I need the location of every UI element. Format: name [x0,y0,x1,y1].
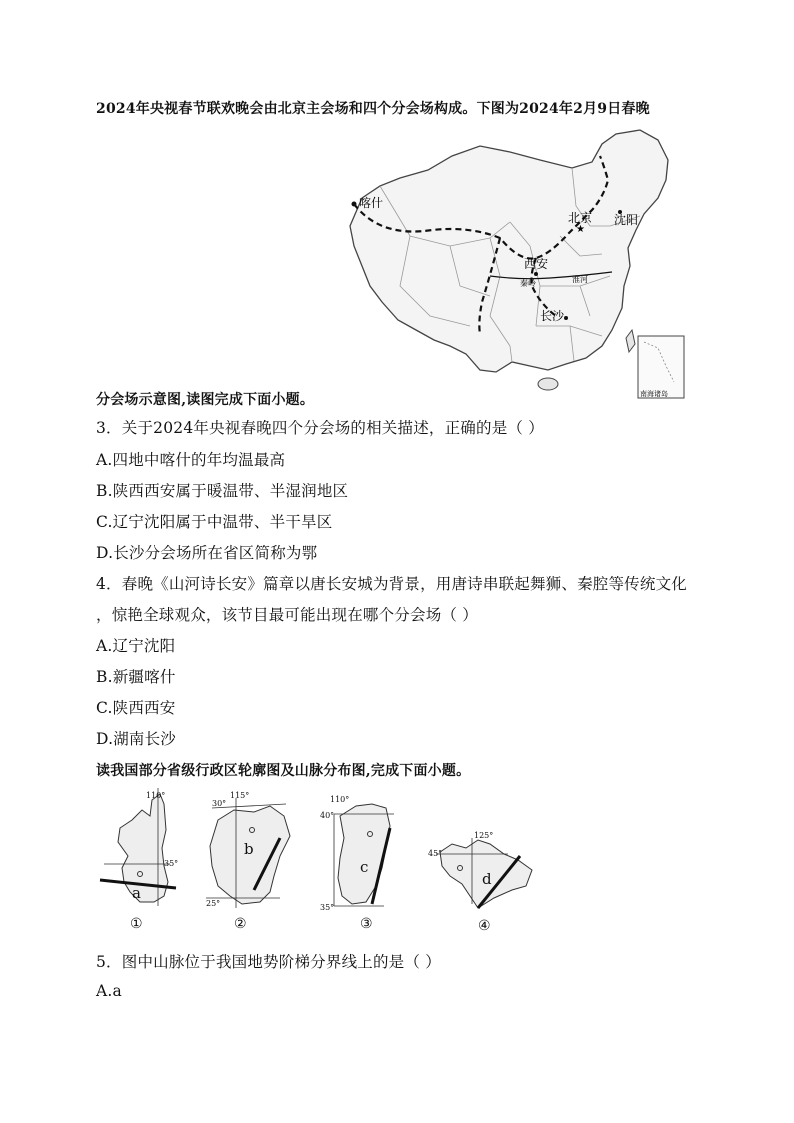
q5-stem: 5．图中山脉位于我国地势阶梯分界线上的是（ ） [96,953,441,971]
panel-2-lat-top: 30° [212,799,227,808]
inset-label: 南海诸岛 [640,390,668,398]
panel-3 [320,795,394,932]
q4-option-d[interactable]: D.湖南长沙 [96,730,177,748]
intro-line-2: 分会场示意图,读图完成下面小题。 [96,392,315,408]
section2-intro: 读我国部分省级行政区轮廓图及山脉分布图,完成下面小题。 [96,763,471,779]
south-china-sea-inset [638,336,684,398]
taiwan-island [626,330,635,352]
province-outlines-figure [94,786,554,938]
xian-marker [534,272,538,276]
panel-2-lon: 115° [230,791,250,800]
q3-stem: 3．关于2024年央视春晚四个分会场的相关描述，正确的是（ ） [96,419,544,437]
panel-3-lat-top: 40° [320,811,335,820]
q4-stem-line-1: 4．春晚《山河诗长安》篇章以唐长安城为背景，用唐诗串联起舞狮、秦腔等传统文化 [96,575,687,593]
panel-1 [100,788,178,932]
panel-2-lat-bottom: 25° [206,899,221,908]
q3-option-a[interactable]: A.四地中喀什的年均温最高 [96,451,286,469]
beijing-marker: ★ [576,224,585,235]
changsha-marker [564,316,568,320]
panel-1-letter: a [132,884,141,902]
q5-option-a[interactable]: A.a [96,982,122,1000]
q4-stem-line-2: ，惊艳全球观众，该节目最可能出现在哪个分会场（ ） [96,606,478,624]
panel-3-lat-bottom: 35° [320,903,335,912]
panel-4-lon: 125° [474,831,494,840]
q4-option-b[interactable]: B.新疆喀什 [96,668,176,686]
q3-option-d[interactable]: D.长沙分会场所在省区简称为鄂 [96,544,318,562]
q3-option-c[interactable]: C.辽宁沈阳属于中温带、半干旱区 [96,513,333,531]
panel-1-number: ① [130,916,143,932]
qinling-label: 秦岭 [520,279,536,288]
panel-3-number: ③ [360,916,373,932]
panel-2-letter: b [244,840,254,858]
panel-4-lat: 45° [428,849,443,858]
huaihe-label: 淮河 [572,275,588,284]
changsha-label: 长沙 [540,309,565,323]
china-outline [350,130,668,372]
panel-2 [206,791,290,932]
panel-3-outline [338,804,390,904]
china-map-figure [340,126,690,401]
panel-3-lon: 110° [330,795,350,804]
panel-3-letter: c [360,858,369,876]
hainan-island [538,378,558,390]
intro-line-1: 2024年央视春节联欢晚会由北京主会场和四个分会场构成。下图为2024年2月9日春晚 [96,101,650,117]
panel-4-number: ④ [478,918,491,934]
panel-4 [428,831,532,934]
kashgar-marker [352,202,357,207]
xian-label: 西安 [524,257,549,271]
panel-1-lon: 110° [146,791,166,800]
kashgar-label: 喀什 [359,196,384,210]
q4-option-a[interactable]: A.辽宁沈阳 [96,637,176,655]
panel-4-letter: d [482,870,492,888]
shenyang-label: 沈阳 [614,213,639,227]
q4-option-c[interactable]: C.陕西西安 [96,699,176,717]
panel-2-number: ② [234,916,247,932]
q3-option-b[interactable]: B.陕西西安属于暖温带、半湿润地区 [96,482,349,500]
beijing-label: 北京 [568,211,593,225]
panel-1-lat: 35° [164,859,179,868]
